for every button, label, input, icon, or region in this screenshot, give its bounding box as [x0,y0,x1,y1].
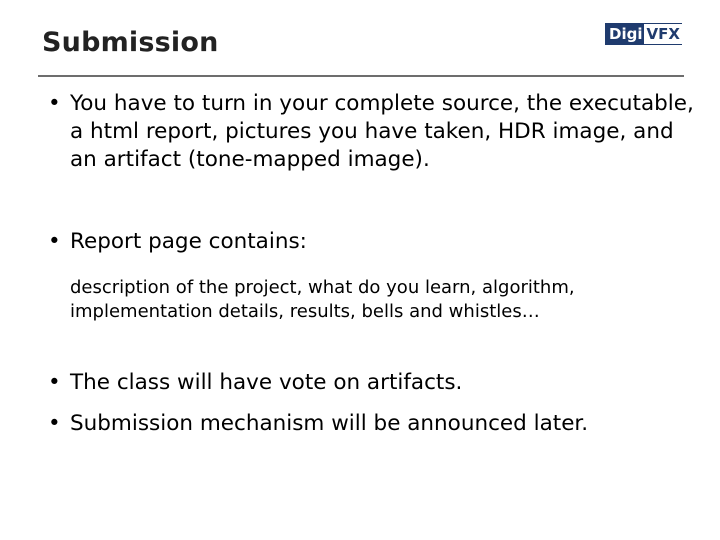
logo-vfx: VFX [646,25,680,43]
bullet-dot: • [48,370,61,395]
bullet-item [48,90,698,174]
title-divider [38,75,684,77]
bullet-item [48,369,698,397]
bullet-dot: • [48,229,61,254]
digivfx-logo [605,23,682,45]
bullet-text: Report page contains: [70,229,307,254]
logo-digi: Digi [606,24,644,44]
bullet-item [48,410,698,438]
bullet-item [48,228,698,256]
bullet-text: Submission mechanism will be announced later. [70,411,589,436]
bullet-dot: • [48,91,61,116]
bullet-text: You have to turn in your complete source, the executable, a html report, pictures you have taken, HDR image, and an artifact (tone-mapped image). [70,91,694,172]
bullet-dot: • [48,411,61,436]
slide-title: Submission [42,27,219,58]
sub-paragraph: description of the project, what do you learn, algorithm, implementation details, results, bells and whistles… [70,277,575,322]
bullet-text: The class will have vote on artifacts. [70,370,463,395]
